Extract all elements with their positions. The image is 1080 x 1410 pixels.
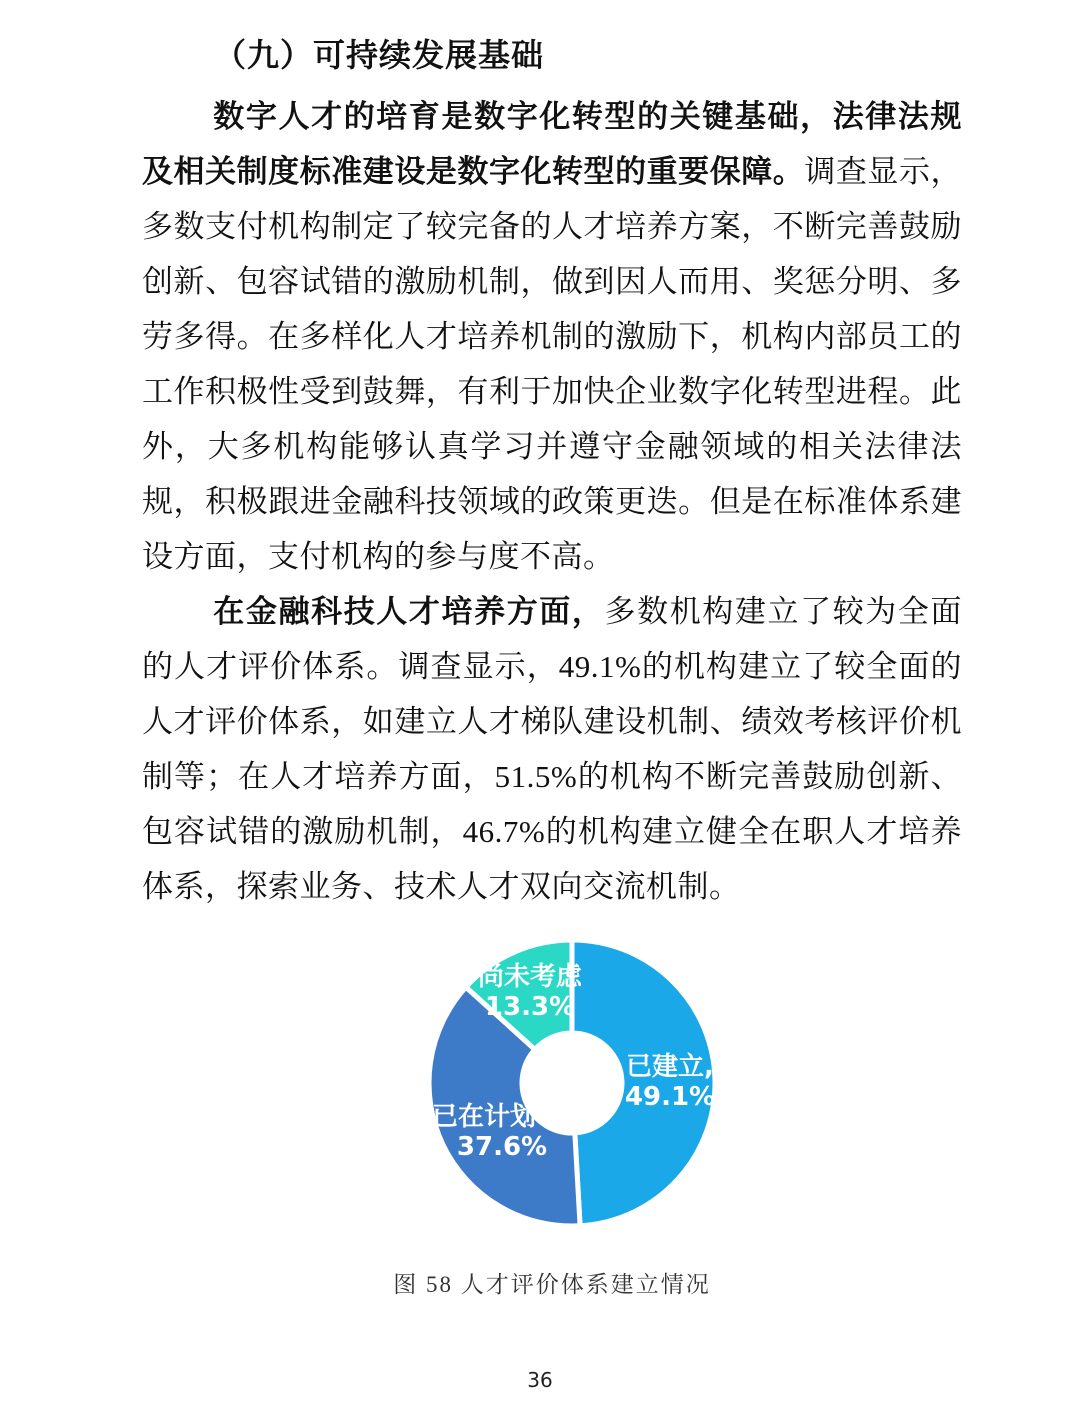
paragraph-1-body-text: 调查显示，多数支付机构制定了较完备的人才培养方案，不断完善鼓励创新、包容试错的激励机制，做到因人而用、奖惩分明、多劳多得。在多样化人才培养机制的激励下，机构内部员工的工作积极性受到鼓舞，有利于加快企业数字化转型进程。此外，大多机构能够认真学习并遵守金融领域的相关法律法规，积极跟进金融科技领域的政策更迭。但是在标准体系建设方面，支付机构的参与度不高。 <box>142 154 963 574</box>
slice-label-in-planning-name: 已在计划中, <box>432 1102 572 1132</box>
donut-chart-figure <box>142 938 962 1238</box>
slice-label-established-name: 已建立, <box>626 1052 714 1082</box>
paragraph-sustainable-development <box>142 89 962 584</box>
slice-label-established <box>590 1052 750 1112</box>
page-number: 36 <box>527 1368 553 1392</box>
slice-label-established-pct: 49.1% <box>624 1082 716 1112</box>
slice-label-in-planning <box>412 1102 592 1162</box>
slice-label-not-considered <box>450 962 610 1022</box>
paragraph-2-bold-lead: 在金融科技人才培养方面， <box>213 594 605 629</box>
paragraph-talent-cultivation <box>142 584 962 914</box>
section-heading: （九）可持续发展基础 <box>214 37 545 73</box>
slice-label-in-planning-pct: 37.6% <box>456 1132 548 1162</box>
paragraph-2-body-text: 多数机构建立了较为全面的人才评价体系。调查显示，49.1%的机构建立了较全面的人才评价体系，如建立人才梯队建设机制、绩效考核评价机制等；在人才培养方面，51.5%的机构不断完善鼓励创新、包容试错的激励机制，46.7%的机构建立健全在职人才培养体系，探索业务、技术人才双向交流机制。 <box>142 594 963 904</box>
slice-label-not-considered-pct: 13.3% <box>484 992 576 1022</box>
paragraph-1-bold-lead: 数字人才的培育是数字化转型的关键基础，法律法规及相关制度标准建设是数字化转型的重要保障。 <box>142 99 962 189</box>
figure-caption: 图 58 人才评价体系建立情况 <box>393 1272 711 1297</box>
slice-label-not-considered-name: 尚未考虑 <box>477 962 582 992</box>
